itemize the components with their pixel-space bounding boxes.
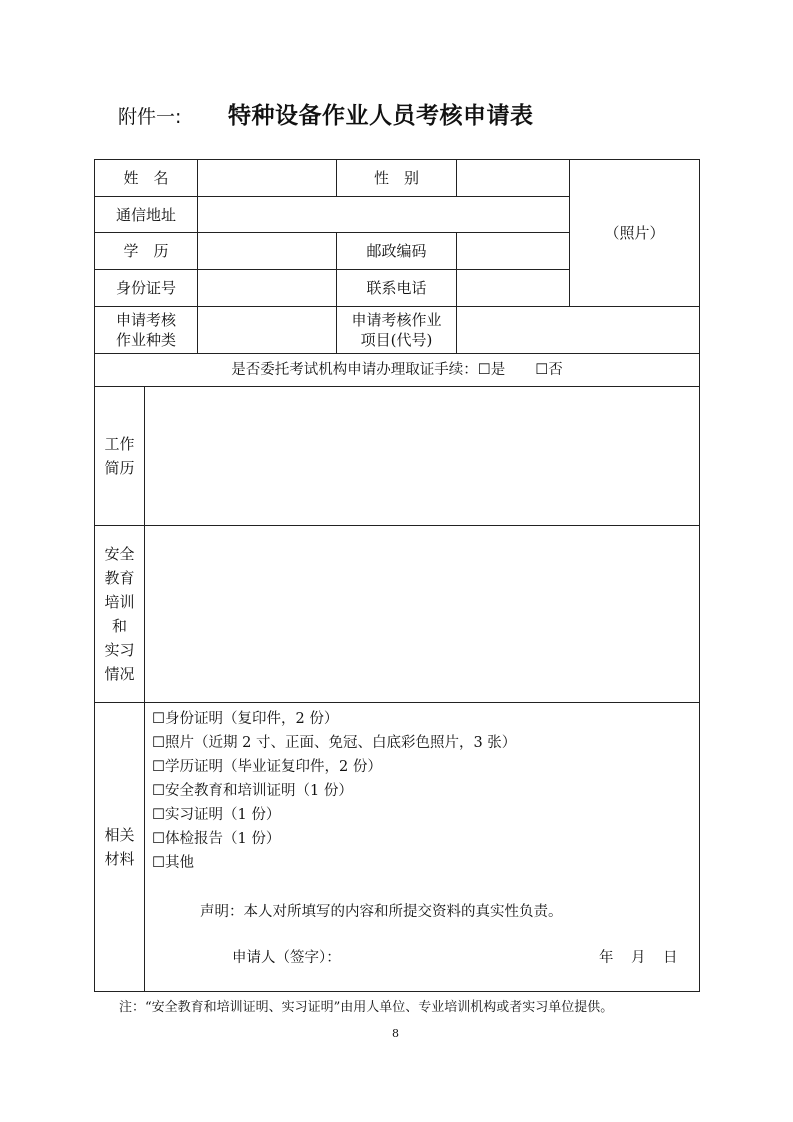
exam-category-label-line2: 作业种类 xyxy=(115,331,176,349)
postcode-field[interactable] xyxy=(457,233,569,269)
table-border-right xyxy=(699,159,700,992)
material-label: 安全教育和培训证明（1 份） xyxy=(165,783,353,799)
applicant-signature-label: 申请人（签字）： xyxy=(232,950,341,966)
name-label: 姓 名 xyxy=(123,169,169,187)
materials-label xyxy=(95,703,144,991)
date-year-label: 年 xyxy=(599,950,614,966)
material-label: 其他 xyxy=(165,855,194,871)
id-number-field[interactable] xyxy=(198,270,336,306)
materials-label-line: 相关 xyxy=(104,826,135,844)
safety-training-label-line: 教育 xyxy=(104,569,135,587)
entrust-yes-checkbox[interactable]: ☐ xyxy=(477,362,491,378)
entrust-no-checkbox[interactable]: ☐ xyxy=(535,362,549,378)
education-label: 学 历 xyxy=(123,242,169,260)
materials-label-line: 材料 xyxy=(104,850,135,868)
address-label: 通信地址 xyxy=(115,205,176,224)
form-title: 特种设备作业人员考核申请表 xyxy=(228,103,534,129)
exam-item-field[interactable] xyxy=(457,307,699,353)
safety-training-label-line: 和 xyxy=(111,617,127,635)
exam-item-label-line2: 项目(代号) xyxy=(360,331,433,349)
material-label: 体检报告（1 份） xyxy=(165,831,281,847)
row-divider xyxy=(94,702,700,703)
material-label: 学历证明（毕业证复印件，2 份） xyxy=(165,759,382,775)
material-item xyxy=(152,779,353,800)
date-month-label: 月 xyxy=(631,950,646,966)
material-item xyxy=(152,731,516,752)
safety-training-label-line: 实习 xyxy=(104,641,135,659)
material-checkbox[interactable]: ☐ xyxy=(152,711,165,727)
material-checkbox[interactable]: ☐ xyxy=(152,783,165,799)
gender-label: 性 别 xyxy=(373,169,419,187)
exam-item-label xyxy=(337,307,456,353)
safety-training-label-line: 情况 xyxy=(104,665,135,683)
footnote: 注：“安全教育和培训证明、实习证明”由用人单位、专业培训机构或者实习单位提供。 xyxy=(119,1000,614,1015)
material-checkbox[interactable]: ☐ xyxy=(152,759,165,775)
material-checkbox[interactable]: ☐ xyxy=(152,735,165,751)
work-history-field[interactable] xyxy=(145,387,699,525)
id-number-label: 身份证号 xyxy=(115,279,176,297)
material-checkbox[interactable]: ☐ xyxy=(152,855,165,871)
safety-training-field[interactable] xyxy=(145,526,699,702)
declaration-text: 声明：本人对所填写的内容和所提交资料的真实性负责。 xyxy=(200,904,563,920)
photo-box[interactable] xyxy=(570,160,699,306)
exam-item-label-line1: 申请考核作业 xyxy=(351,311,442,329)
safety-training-label-line: 培训 xyxy=(104,593,135,611)
page-number: 8 xyxy=(392,1027,399,1040)
photo-label: （照片） xyxy=(604,224,665,242)
exam-category-field[interactable] xyxy=(198,307,336,353)
material-item xyxy=(152,851,194,872)
material-label: 实习证明（1 份） xyxy=(165,807,281,823)
table-border-bottom xyxy=(94,991,700,992)
entrust-yes-label: 是 xyxy=(490,362,506,378)
signature-field[interactable] xyxy=(360,942,580,970)
phone-label: 联系电话 xyxy=(366,279,427,297)
material-checkbox[interactable]: ☐ xyxy=(152,807,165,823)
material-item xyxy=(152,803,280,824)
material-item xyxy=(152,755,382,776)
attachment-label: 附件一: xyxy=(118,106,182,128)
name-field[interactable] xyxy=(198,160,336,196)
phone-field[interactable] xyxy=(457,270,569,306)
address-field[interactable] xyxy=(198,197,569,232)
work-history-label xyxy=(95,387,144,525)
education-field[interactable] xyxy=(198,233,336,269)
entrust-row xyxy=(95,354,699,386)
material-item xyxy=(152,827,280,848)
safety-training-label-line: 安全 xyxy=(104,545,135,563)
material-label: 身份证明（复印件，2 份） xyxy=(165,711,339,727)
date-day-label: 日 xyxy=(663,950,678,966)
material-checkbox[interactable]: ☐ xyxy=(152,831,165,847)
gender-field[interactable] xyxy=(457,160,569,196)
work-history-label-line: 工作 xyxy=(104,435,135,453)
exam-category-label xyxy=(95,307,197,353)
safety-training-label xyxy=(95,526,144,702)
exam-category-label-line1: 申请考核 xyxy=(115,311,176,329)
entrust-no-label: 否 xyxy=(548,362,563,378)
postcode-label: 邮政编码 xyxy=(366,242,427,260)
entrust-question: 是否委托考试机构申请办理取证手续： xyxy=(231,362,478,378)
material-label: 照片（近期 2 寸、正面、免冠、白底彩色照片，3 张） xyxy=(165,735,517,751)
material-item xyxy=(152,707,338,728)
work-history-label-line: 简历 xyxy=(104,459,135,477)
